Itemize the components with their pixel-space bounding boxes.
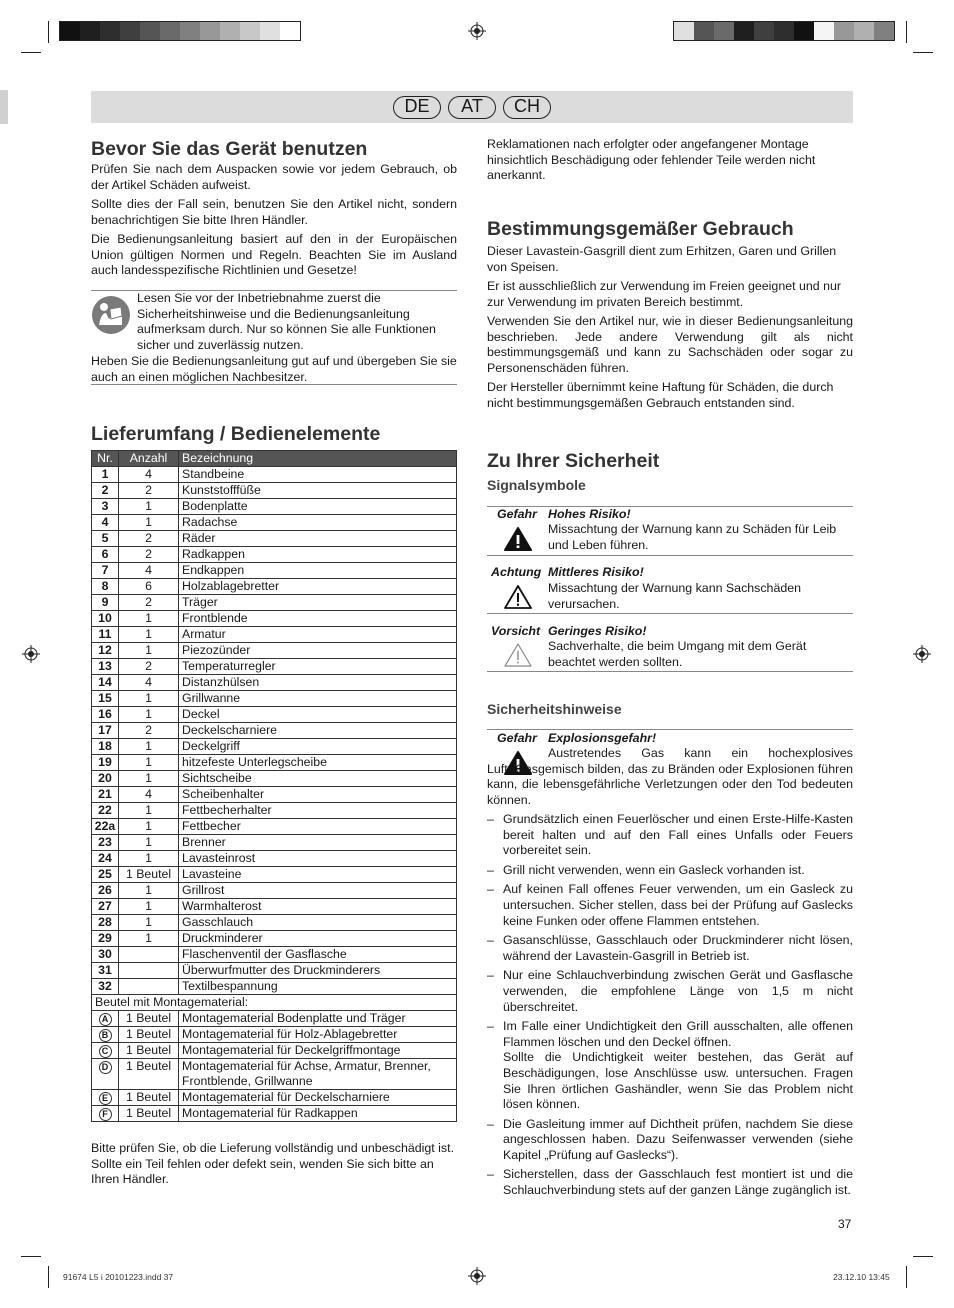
- circled-letter: B: [99, 1029, 112, 1042]
- warning-outline-icon: [503, 584, 533, 610]
- signal-label-notice: Vorsicht: [491, 624, 541, 638]
- table-cell: 1 Beutel: [119, 1043, 179, 1059]
- table-cell: 19: [92, 755, 119, 771]
- signal-head-danger: Hohes Risiko!: [548, 507, 631, 521]
- table-cell: Räder: [179, 531, 457, 547]
- divider: [487, 555, 853, 556]
- table-cell: Radachse: [179, 515, 457, 531]
- list-item: – Die Gasleitung immer auf Dichtheit prüfen, nachdem Sie diese angeschlossen haben. Dazu Seifenwasser verwenden (siehe Kapitel „Prüfung auf Gaslecks“).: [487, 1117, 853, 1164]
- table-row: [92, 691, 457, 707]
- signal-head-notice: Geringes Risiko!: [548, 624, 647, 638]
- delivery-note: Bitte prüfen Sie, ob die Lieferung vollständig und unbeschädigt ist. Sollte ein Teil fehlen oder defekt sein, wenden Sie sich bitte an Ihren Händler.: [91, 1141, 455, 1187]
- table-cell: [119, 979, 179, 995]
- color-swatch: [874, 22, 894, 40]
- table-cell: Montagematerial Bodenplatte und Träger: [179, 1011, 457, 1027]
- table-row: [92, 947, 457, 963]
- table-row: [92, 1043, 457, 1059]
- table-cell: [92, 1106, 119, 1122]
- lang-de: DE: [393, 96, 441, 119]
- circled-letter: A: [99, 1013, 112, 1026]
- table-cell: 10: [92, 611, 119, 627]
- table-cell: Montagematerial für Achse, Armatur, Brenner, Frontblende, Grillwanne: [179, 1059, 457, 1090]
- table-row: [92, 1106, 457, 1122]
- table-cell: 1: [119, 755, 179, 771]
- danger-label: Gefahr: [497, 731, 537, 745]
- signal-text-notice: Sachverhalte, die beim Umgang mit dem Gerät beachtet werden sollten.: [548, 639, 807, 669]
- table-row: [92, 579, 457, 595]
- color-swatch: [160, 22, 180, 40]
- list-item: – Auf keinen Fall offenes Feuer verwenden, um ein Gasleck zu untersuchen. Sicher stellen, dass bei der Prüfung auf Gaslecks keine Funken oder offene Flammen entstehen.: [487, 882, 853, 929]
- table-cell: Träger: [179, 595, 457, 611]
- table-cell: 23: [92, 835, 119, 851]
- color-swatch: [714, 22, 734, 40]
- table-row: [92, 755, 457, 771]
- table-cell: 22a: [92, 819, 119, 835]
- table-cell: Deckelscharniere: [179, 723, 457, 739]
- circled-letter: C: [99, 1045, 112, 1058]
- table-cell: 30: [92, 947, 119, 963]
- table-row: [92, 611, 457, 627]
- section-title-scope: Lieferumfang / Bedienelemente: [91, 423, 381, 445]
- table-cell: 1: [119, 851, 179, 867]
- notice-text-2: Heben Sie die Bedienungsanleitung gut auf und übergeben Sie sie auch an einen möglichen Nachbesitzer.: [91, 354, 457, 384]
- table-cell: 1: [119, 819, 179, 835]
- table-row: [92, 515, 457, 531]
- registration-mark-icon: [22, 645, 40, 663]
- color-swatch: [694, 22, 714, 40]
- table-cell: Flaschenventil der Gasflasche: [179, 947, 457, 963]
- table-cell: 1: [119, 627, 179, 643]
- table-cell: [92, 1027, 119, 1043]
- table-row: [92, 963, 457, 979]
- danger-text: Austretendes Gas kann ein hochexplosives Luft-/Gasgemisch bilden, das zu Bränden oder Explosionen führen kann, die lebensgefährliche Verletzungen oder den Tod bedeuten können.: [487, 746, 853, 807]
- divider: [91, 384, 457, 385]
- list-item: – Nur eine Schlauchverbindung zwischen Gerät und Gasflasche verwenden, die empfohlene Länge von 1,5 m nicht überschreitet.: [487, 968, 853, 1015]
- table-cell: 20: [92, 771, 119, 787]
- signal-text-danger: Missachtung der Warnung kann zu Schäden für Leib und Leben führen.: [548, 522, 837, 552]
- table-row: [92, 1027, 457, 1043]
- table-cell: 1: [119, 931, 179, 947]
- signal-text-caution: Missachtung der Warnung kann Sachschäden verursachen.: [548, 581, 802, 611]
- footer-date: 23.12.10 13:45: [833, 1272, 890, 1282]
- table-cell: Deckel: [179, 707, 457, 723]
- signal-label-danger: Gefahr: [497, 507, 537, 521]
- table-row: [92, 1059, 457, 1090]
- list-item-text: Im Falle einer Undichtigkeit den Grill ausschalten, alle offenen Flammen löschen und den Deckel öffnen.: [503, 1019, 853, 1049]
- table-row: [92, 483, 457, 499]
- table-row: [92, 979, 457, 995]
- color-swatch: [834, 22, 854, 40]
- table-row: [92, 627, 457, 643]
- list-item: [487, 1019, 853, 1113]
- section-title-intended-use: Bestimmungsgemäßer Gebrauch: [487, 218, 794, 240]
- paragraph: Die Bedienungsanleitung basiert auf den in der Europäischen Union gültigen Normen und Regeln. Beachten Sie im Ausland auch landesspezifische Richtlinien und Gesetze!: [91, 232, 457, 278]
- color-swatch: [220, 22, 240, 40]
- table-cell: Überwurfmutter des Druckminderers: [179, 963, 457, 979]
- table-cell: 4: [119, 787, 179, 803]
- lang-at: AT: [448, 96, 496, 119]
- table-cell: 1: [119, 515, 179, 531]
- divider: [487, 729, 853, 730]
- table-cell: 1 Beutel: [119, 1106, 179, 1122]
- table-cell: 1: [92, 467, 119, 483]
- table-cell: 1: [119, 707, 179, 723]
- table-cell: Sichtscheibe: [179, 771, 457, 787]
- paragraph: Prüfen Sie nach dem Auspacken sowie vor jedem Gebrauch, ob der Artikel Schäden aufweist.: [91, 162, 457, 192]
- table-row: [92, 643, 457, 659]
- table-cell: Montagematerial für Holz-Ablagebretter: [179, 1027, 457, 1043]
- table-cell: Temperaturregler: [179, 659, 457, 675]
- table-row: [92, 707, 457, 723]
- table-cell: 1 Beutel: [119, 1090, 179, 1106]
- subtitle-safety-notes: Sicherheitshinweise: [487, 701, 622, 717]
- color-swatch: [100, 22, 120, 40]
- crop-mark: [906, 21, 907, 43]
- table-cell: 18: [92, 739, 119, 755]
- lang-ch: CH: [503, 96, 551, 119]
- table-header-row: [92, 451, 457, 467]
- color-swatch: [180, 22, 200, 40]
- bag-label: Beutel mit Montagematerial:: [92, 995, 457, 1011]
- color-swatch: [794, 22, 814, 40]
- table-cell: Montagematerial für Radkappen: [179, 1106, 457, 1122]
- table-cell: Radkappen: [179, 547, 457, 563]
- crop-mark: [906, 1266, 907, 1288]
- table-cell: 1: [119, 691, 179, 707]
- table-row: [92, 531, 457, 547]
- table-cell: 1: [119, 643, 179, 659]
- table-cell: [92, 1090, 119, 1106]
- table-cell: 17: [92, 723, 119, 739]
- table-cell: Fettbecher: [179, 819, 457, 835]
- danger-head: Explosionsgefahr!: [548, 731, 657, 745]
- table-cell: 2: [119, 483, 179, 499]
- color-calibration-bar-right: [673, 21, 895, 41]
- table-cell: 6: [119, 579, 179, 595]
- table-cell: 4: [92, 515, 119, 531]
- table-cell: 1 Beutel: [119, 1027, 179, 1043]
- table-row: [92, 851, 457, 867]
- table-cell: Standbeine: [179, 467, 457, 483]
- table-cell: 1: [119, 739, 179, 755]
- crop-mark: [913, 52, 933, 53]
- table-cell: 7: [92, 563, 119, 579]
- table-row: [92, 931, 457, 947]
- table-cell: 1 Beutel: [119, 1011, 179, 1027]
- safety-list: [487, 812, 853, 1203]
- table-cell: 24: [92, 851, 119, 867]
- signal-label-caution: Achtung: [491, 565, 542, 579]
- table-cell: 5: [92, 531, 119, 547]
- color-swatch: [674, 22, 694, 40]
- table-row: [92, 499, 457, 515]
- table-cell: Brenner: [179, 835, 457, 851]
- table-cell: 1: [119, 899, 179, 915]
- registration-mark-icon: [468, 1267, 486, 1285]
- table-cell: 1 Beutel: [119, 867, 179, 883]
- list-item: – Sicherstellen, dass der Gasschlauch fest montiert ist und die Schlauchverbindung stets auf der ganzen Länge zugänglich ist.: [487, 1167, 853, 1198]
- table-cell: 2: [119, 723, 179, 739]
- table-cell: 29: [92, 931, 119, 947]
- table-cell: 25: [92, 867, 119, 883]
- table-cell: 1: [119, 835, 179, 851]
- read-manual-icon: [91, 295, 131, 335]
- table-cell: 12: [92, 643, 119, 659]
- table-row: [92, 819, 457, 835]
- table-cell: Montagematerial für Deckelgriffmontage: [179, 1043, 457, 1059]
- table-cell: Endkappen: [179, 563, 457, 579]
- table-cell: Grillrost: [179, 883, 457, 899]
- table-cell: [119, 947, 179, 963]
- table-cell: 16: [92, 707, 119, 723]
- table-row: [92, 1090, 457, 1106]
- color-swatch: [260, 22, 280, 40]
- table-cell: [92, 1059, 119, 1090]
- circled-letter: D: [99, 1061, 112, 1074]
- table-row: [92, 659, 457, 675]
- table-cell: 2: [119, 595, 179, 611]
- table-cell: Fettbecherhalter: [179, 803, 457, 819]
- table-cell: 2: [119, 659, 179, 675]
- table-cell: [92, 1011, 119, 1027]
- table-cell: 26: [92, 883, 119, 899]
- notice-text: Lesen Sie vor der Inbetriebnahme zuerst die Sicherheitshinweise und die Bedienungsanleitung aufmerksam durch. Nur so können Sie alle Funktionen sicher und zuverlässig nutzen.: [137, 291, 436, 352]
- divider: [487, 506, 853, 507]
- table-row: [92, 883, 457, 899]
- table-row: [92, 595, 457, 611]
- circled-letter: F: [99, 1108, 112, 1121]
- table-cell: Bodenplatte: [179, 499, 457, 515]
- footer-file: 91674 L5 i 20101223.indd 37: [63, 1272, 174, 1282]
- page-number: 37: [838, 1217, 852, 1231]
- divider: [487, 671, 853, 672]
- list-item-text: Sollte die Undichtigkeit weiter bestehen, das Gerät auf Beschädigungen, lose Anschlüsse usw. untersuchen. Fragen Sie Ihren örtlichen Gashändler, wenn Sie das Problem nicht lösen können.: [503, 1050, 853, 1112]
- table-cell: 1: [119, 803, 179, 819]
- crop-mark: [48, 21, 49, 43]
- color-swatch: [60, 22, 80, 40]
- color-swatch: [754, 22, 774, 40]
- table-cell: [92, 1043, 119, 1059]
- table-cell: [119, 963, 179, 979]
- table-cell: Distanzhülsen: [179, 675, 457, 691]
- divider: [487, 613, 853, 614]
- language-band: [91, 91, 853, 123]
- color-swatch: [854, 22, 874, 40]
- table-row: [92, 675, 457, 691]
- table-cell: Gasschlauch: [179, 915, 457, 931]
- section-title-before-use: Bevor Sie das Gerät benutzen: [91, 138, 368, 160]
- table-cell: 1 Beutel: [119, 1059, 179, 1090]
- paragraph: Sollte dies der Fall sein, benutzen Sie den Artikel nicht, sondern benachrichtigen Sie bitte Ihren Händler.: [91, 197, 457, 227]
- color-swatch: [120, 22, 140, 40]
- column-header: Anzahl: [119, 451, 179, 467]
- table-cell: 2: [92, 483, 119, 499]
- table-cell: 4: [119, 467, 179, 483]
- table-cell: Lavasteinrost: [179, 851, 457, 867]
- table-row: [92, 835, 457, 851]
- table-cell: Textilbespannung: [179, 979, 457, 995]
- table-cell: 13: [92, 659, 119, 675]
- table-cell: Holzablagebretter: [179, 579, 457, 595]
- table-cell: 4: [119, 563, 179, 579]
- list-item: – Gasanschlüsse, Gasschlauch oder Druckminderer nicht lösen, während der Lavastein-Gasgrill in Betrieb ist.: [487, 933, 853, 964]
- circled-letter: E: [99, 1092, 112, 1105]
- table-cell: 2: [119, 547, 179, 563]
- color-swatch: [200, 22, 220, 40]
- crop-mark: [48, 1266, 49, 1288]
- table-row: [92, 563, 457, 579]
- table-row: [92, 915, 457, 931]
- paragraph: Reklamationen nach erfolgter oder angefangener Montage hinsichtlich Beschädigung oder fehlender Teile werden nicht anerkannt.: [487, 137, 816, 183]
- table-cell: Warmhalterost: [179, 899, 457, 915]
- table-cell: Scheibenhalter: [179, 787, 457, 803]
- list-item: – Grundsätzlich einen Feuerlöscher und einen Erste-Hilfe-Kasten bereit halten und auf den Fall eines Unfalls oder Feuers vorbereitet sein.: [487, 812, 853, 859]
- table-cell: Lavasteine: [179, 867, 457, 883]
- paragraph: Dieser Lavastein-Gasgrill dient zum Erhitzen, Garen und Grillen von Speisen.: [487, 244, 837, 274]
- color-swatch: [774, 22, 794, 40]
- list-item: – Grill nicht verwenden, wenn ein Gasleck vorhanden ist.: [487, 863, 853, 879]
- paragraph: Er ist ausschließlich zur Verwendung im Freien geeignet und nur zur Verwendung im privaten Bereich bestimmt.: [487, 279, 842, 309]
- table-row: [92, 723, 457, 739]
- table-cell: 21: [92, 787, 119, 803]
- column-header: Bezeichnung: [179, 451, 457, 467]
- paragraph: Verwenden Sie den Artikel nur, wie in dieser Bedienungsanleitung beschrieben. Jede andere Verwendung gilt als nicht bestimmungsgemäß und kann zu Sachschäden oder sogar zu Personenschäden führen.: [487, 314, 853, 375]
- table-row: [92, 1011, 457, 1027]
- table-cell: 27: [92, 899, 119, 915]
- paragraph: Der Hersteller übernimmt keine Haftung für Schäden, die durch nicht bestimmungsgemäßen Gebrauch entstanden sind.: [487, 380, 834, 410]
- table-row: [92, 547, 457, 563]
- table-cell: Armatur: [179, 627, 457, 643]
- color-swatch: [734, 22, 754, 40]
- table-cell: 4: [119, 675, 179, 691]
- table-cell: Deckelgriff: [179, 739, 457, 755]
- table-cell: Montagematerial für Deckelscharniere: [179, 1090, 457, 1106]
- table-row: [92, 787, 457, 803]
- table-cell: 1: [119, 771, 179, 787]
- registration-mark-icon: [913, 645, 931, 663]
- crop-mark: [913, 1256, 933, 1257]
- column-header: Nr.: [92, 451, 119, 467]
- table-cell: 3: [92, 499, 119, 515]
- table-row: [92, 899, 457, 915]
- signal-head-caution: Mittleres Risiko!: [548, 565, 644, 579]
- table-row: [92, 771, 457, 787]
- table-cell: 1: [119, 611, 179, 627]
- warning-filled-icon: [503, 526, 533, 552]
- color-calibration-bar-left: [59, 21, 301, 41]
- table-row: [92, 803, 457, 819]
- crop-mark: [21, 52, 41, 53]
- table-row: [92, 867, 457, 883]
- section-title-safety: Zu Ihrer Sicherheit: [487, 450, 660, 472]
- table-cell: Kunststofffüße: [179, 483, 457, 499]
- subtitle-signal-symbols: Signalsymbole: [487, 477, 586, 493]
- table-cell: hitzefeste Unterlegscheibe: [179, 755, 457, 771]
- table-cell: 32: [92, 979, 119, 995]
- table-cell: 11: [92, 627, 119, 643]
- warning-light-icon: [503, 642, 533, 668]
- registration-mark-icon: [468, 22, 486, 40]
- table-cell: 1: [119, 915, 179, 931]
- color-swatch: [80, 22, 100, 40]
- table-cell: Piezozünder: [179, 643, 457, 659]
- color-swatch: [140, 22, 160, 40]
- table-row: [92, 467, 457, 483]
- parts-table: [91, 450, 457, 1122]
- table-cell: 14: [92, 675, 119, 691]
- crop-mark: [21, 1256, 41, 1257]
- table-cell: Frontblende: [179, 611, 457, 627]
- color-swatch: [240, 22, 260, 40]
- table-cell: 28: [92, 915, 119, 931]
- color-swatch: [814, 22, 834, 40]
- table-cell: Druckminderer: [179, 931, 457, 947]
- table-row: [92, 995, 457, 1011]
- table-cell: 31: [92, 963, 119, 979]
- color-swatch: [280, 22, 300, 40]
- table-cell: 1: [119, 883, 179, 899]
- table-cell: 15: [92, 691, 119, 707]
- table-cell: 2: [119, 531, 179, 547]
- table-cell: 9: [92, 595, 119, 611]
- table-cell: 8: [92, 579, 119, 595]
- table-cell: Grillwanne: [179, 691, 457, 707]
- table-row: [92, 739, 457, 755]
- table-cell: 1: [119, 499, 179, 515]
- side-tab: [0, 90, 8, 124]
- table-cell: 22: [92, 803, 119, 819]
- table-cell: 6: [92, 547, 119, 563]
